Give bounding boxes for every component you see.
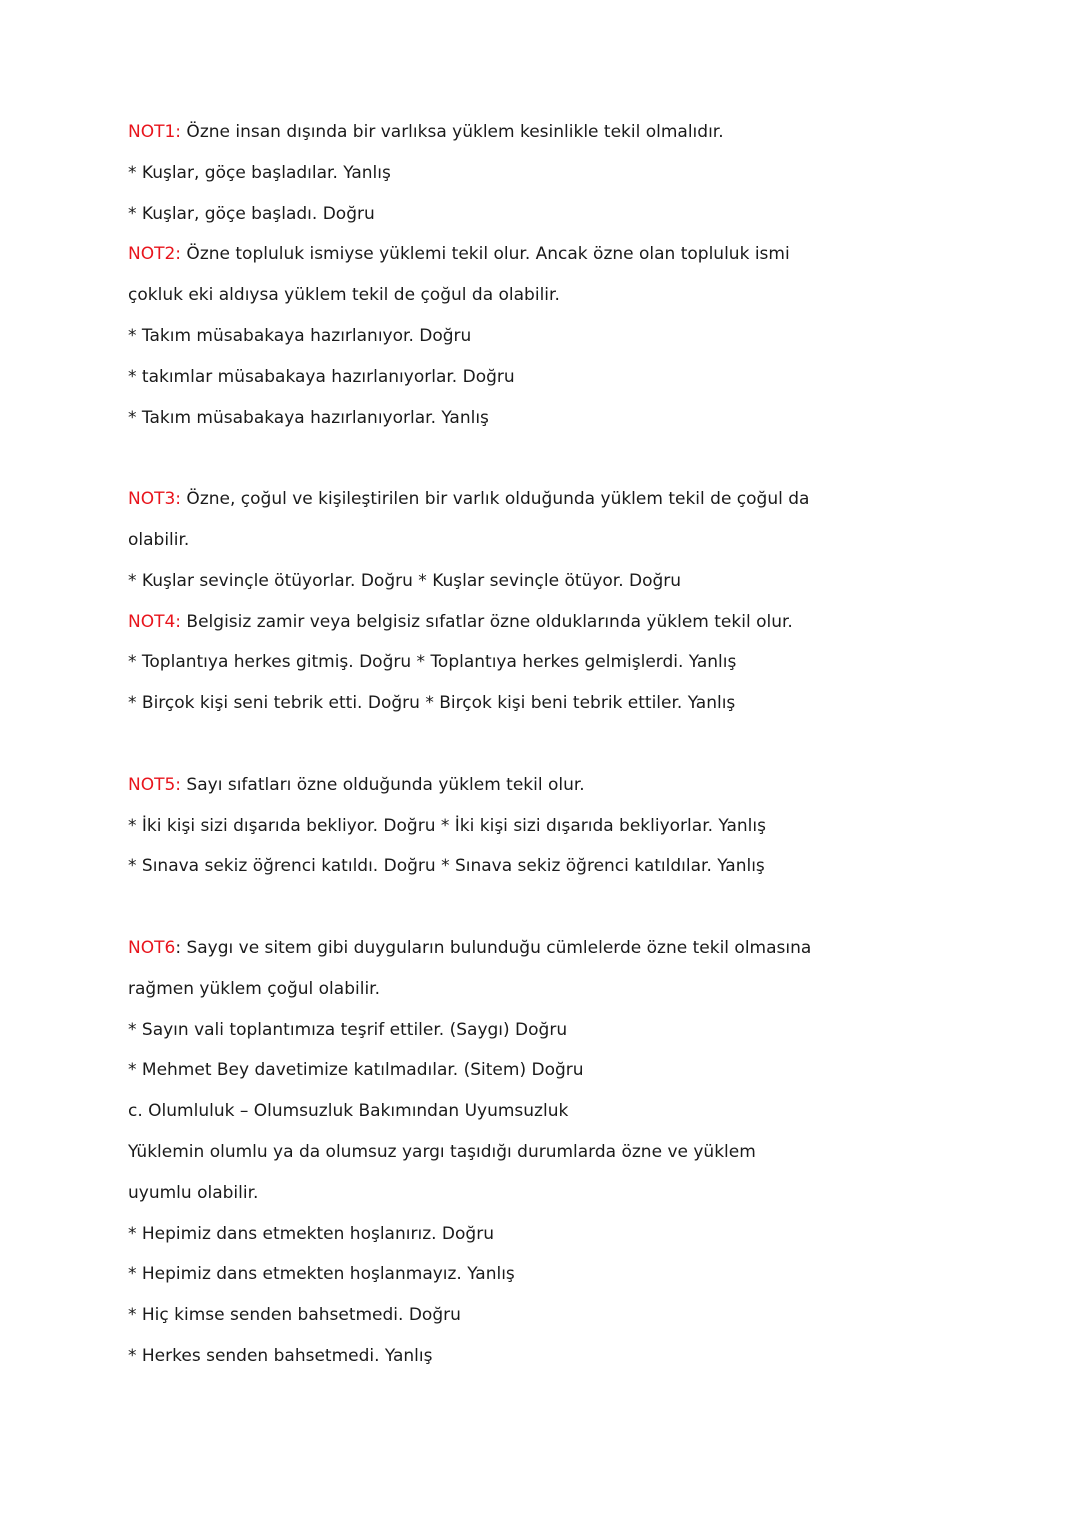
example-line: * Mehmet Bey davetimize katılmadılar. (Sitem) Doğru	[128, 1060, 584, 1081]
example-line: * Kuşlar sevinçle ötüyorlar. Doğru * Kuşlar sevinçle ötüyor. Doğru	[128, 570, 682, 591]
example-line: * takımlar müsabakaya hazırlanıyorlar. Doğru	[128, 366, 515, 387]
note-6-text: : Saygı ve sitem gibi duyguların bulunduğu cümlelerde özne tekil olmasına	[175, 937, 812, 958]
spacer	[128, 897, 1028, 938]
example-line: * Takım müsabakaya hazırlanıyor. Doğru	[128, 325, 472, 346]
note-3-label: NOT3:	[128, 489, 182, 510]
note-5-text: Sayı sıfatları özne olduğunda yüklem tekil olur.	[181, 774, 585, 795]
note-2-text-continued: çokluk eki aldıysa yüklem tekil de çoğul da olabilir.	[128, 285, 560, 306]
note-4	[128, 612, 1028, 632]
note-1-text: Özne insan dışında bir varlıksa yüklem kesinlikle tekil olmalıdır.	[181, 122, 724, 142]
note-2-text: Özne topluluk ismiyse yüklemi tekil olur. Ancak özne olan topluluk ismi	[181, 244, 790, 265]
note-3-text-continued: olabilir.	[128, 529, 190, 550]
example-line: * İki kişi sizi dışarıda bekliyor. Doğru * İki kişi sizi dışarıda bekliyorlar. Yanlış	[128, 815, 766, 836]
example-line: * Toplantıya herkes gitmiş. Doğru * Toplantıya herkes gelmişlerdi. Yanlış	[128, 652, 737, 673]
note-1	[128, 122, 1028, 142]
section-text-continued: uyumlu olabilir.	[128, 1182, 259, 1203]
note-6-label: NOT6	[128, 937, 176, 958]
note-2-label: NOT2:	[128, 244, 182, 265]
note-3-text: Özne, çoğul ve kişileştirilen bir varlık olduğunda yüklem tekil de çoğul da	[181, 489, 810, 510]
example-line: * Hepimiz dans etmekten hoşlanmayız. Yanlış	[128, 1264, 515, 1285]
example-line: * Kuşlar, göçe başladılar. Yanlış	[128, 162, 391, 183]
section-text: Yüklemin olumlu ya da olumsuz yargı taşıdığı durumlarda özne ve yüklem	[128, 1141, 756, 1162]
example-line: * Sınava sekiz öğrenci katıldı. Doğru * Sınava sekiz öğrenci katıldılar. Yanlış	[128, 856, 765, 877]
example-line: * Kuşlar, göçe başladı. Doğru	[128, 203, 375, 224]
note-3	[128, 489, 1028, 509]
spacer	[128, 734, 1028, 775]
note-1-label: NOT1:	[128, 122, 182, 142]
note-4-text: Belgisiz zamir veya belgisiz sıfatlar özne olduklarında yüklem tekil olur.	[181, 611, 793, 632]
example-line: * Herkes senden bahsetmedi. Yanlış	[128, 1345, 433, 1366]
example-line: * Birçok kişi seni tebrik etti. Doğru * Birçok kişi beni tebrik ettiler. Yanlış	[128, 693, 736, 714]
example-line: * Hepimiz dans etmekten hoşlanırız. Doğru	[128, 1223, 494, 1244]
example-line: * Hiç kimse senden bahsetmedi. Doğru	[128, 1305, 461, 1326]
note-6-text-continued: rağmen yüklem çoğul olabilir.	[128, 978, 380, 999]
document-page	[128, 122, 1028, 1387]
spacer	[128, 448, 1028, 489]
section-heading: c. Olumluluk – Olumsuzluk Bakımından Uyumsuzluk	[128, 1101, 569, 1122]
note-2	[128, 244, 1028, 264]
example-line: * Sayın vali toplantımıza teşrif ettiler. (Saygı) Doğru	[128, 1019, 568, 1040]
note-4-label: NOT4:	[128, 611, 182, 632]
example-line: * Takım müsabakaya hazırlanıyorlar. Yanlış	[128, 407, 489, 428]
note-5	[128, 775, 1028, 795]
note-5-label: NOT5:	[128, 774, 182, 795]
note-6	[128, 938, 1028, 958]
